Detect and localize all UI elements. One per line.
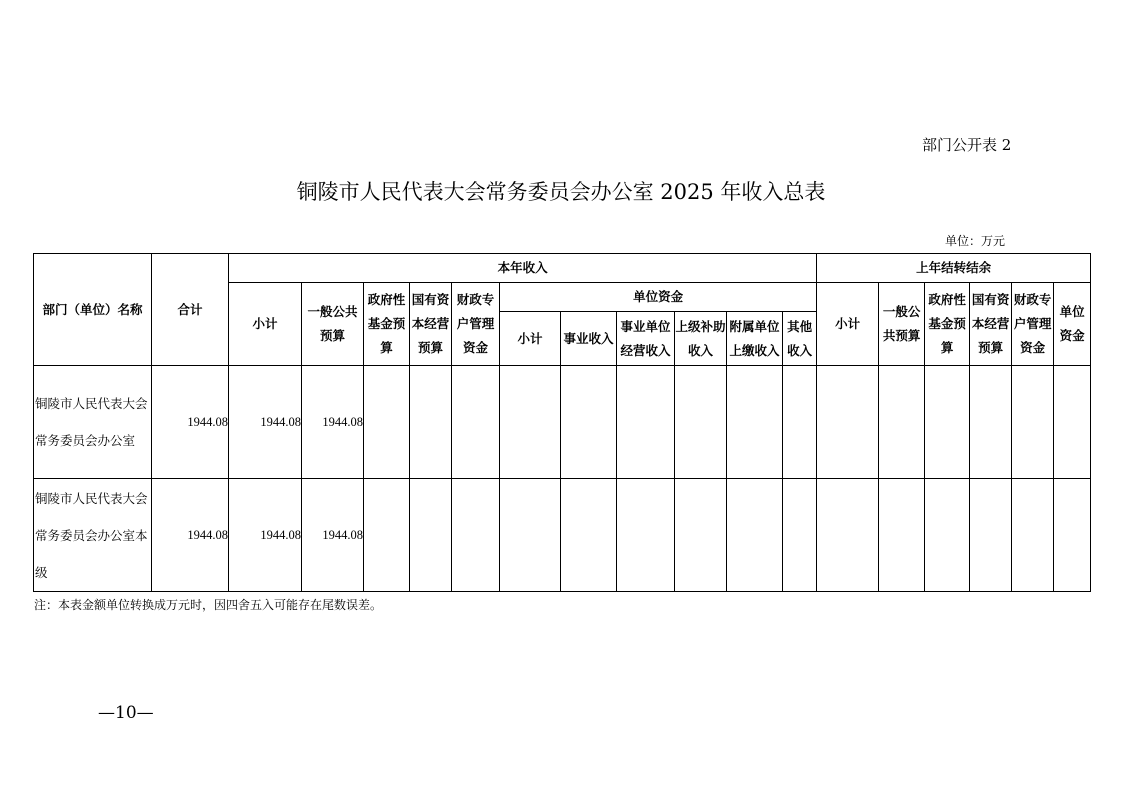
header-carryover: 上年结转结余 xyxy=(817,254,1091,283)
header-carry-fiscal-account: 财政专户管理资金 xyxy=(1012,283,1054,366)
header-current-year: 本年收入 xyxy=(229,254,817,283)
header-fiscal-account: 财政专户管理资金 xyxy=(452,283,500,366)
header-carry-gov-fund: 政府性基金预算 xyxy=(925,283,970,366)
row-dept-name: 铜陵市人民代表大会常务委员会办公室本级 xyxy=(34,479,152,592)
row-operating-income xyxy=(617,366,675,479)
header-subtotal: 小计 xyxy=(229,283,302,366)
table-code: 部门公开表 2 xyxy=(922,136,1012,154)
header-carry-state-capital: 国有资本经营预算 xyxy=(970,283,1012,366)
row-subsidy-income xyxy=(675,479,727,592)
table-row xyxy=(34,479,1091,592)
row-carry-state-capital xyxy=(970,366,1012,479)
row-total: 1944.08 xyxy=(152,366,229,479)
row-unit-subtotal xyxy=(500,366,561,479)
row-total: 1944.08 xyxy=(152,479,229,592)
row-state-capital xyxy=(410,366,452,479)
document-title: 铜陵市人民代表大会常务委员会办公室 2025 年收入总表 xyxy=(296,180,826,204)
header-general-budget: 一般公共预算 xyxy=(302,283,364,366)
row-affiliated-income xyxy=(727,479,783,592)
row-subtotal: 1944.08 xyxy=(229,479,302,592)
row-carry-state-capital xyxy=(970,479,1012,592)
row-affiliated-income xyxy=(727,366,783,479)
row-business-income xyxy=(561,366,617,479)
table-row xyxy=(34,366,1091,479)
income-summary-table xyxy=(33,253,1091,592)
header-carry-subtotal: 小计 xyxy=(817,283,879,366)
row-subtotal: 1944.08 xyxy=(229,366,302,479)
header-carry-unit-funds: 单位资金 xyxy=(1054,283,1091,366)
row-other-income xyxy=(783,479,817,592)
unit-label: 单位：万元 xyxy=(945,234,1006,248)
row-general-budget: 1944.08 xyxy=(302,479,364,592)
row-carry-unit-funds xyxy=(1054,479,1091,592)
row-carry-gov-fund xyxy=(925,479,970,592)
header-state-capital: 国有资本经营预算 xyxy=(410,283,452,366)
header-other-income: 其他收入 xyxy=(783,312,817,366)
row-other-income xyxy=(783,366,817,479)
header-total: 合计 xyxy=(152,254,229,366)
row-carry-gov-fund xyxy=(925,366,970,479)
row-carry-fiscal-account xyxy=(1012,366,1054,479)
header-affiliated-income: 附属单位上缴收入 xyxy=(727,312,783,366)
row-carry-fiscal-account xyxy=(1012,479,1054,592)
header-gov-fund: 政府性基金预算 xyxy=(364,283,410,366)
row-carry-subtotal xyxy=(817,479,879,592)
row-carry-general xyxy=(879,479,925,592)
header-unit-funds: 单位资金 xyxy=(500,283,817,312)
header-subsidy-income: 上级补助收入 xyxy=(675,312,727,366)
row-gov-fund xyxy=(364,479,410,592)
row-fiscal-account xyxy=(452,479,500,592)
row-carry-unit-funds xyxy=(1054,366,1091,479)
row-general-budget: 1944.08 xyxy=(302,366,364,479)
row-business-income xyxy=(561,479,617,592)
footnote: 注：本表金额单位转换成万元时，因四舍五入可能存在尾数误差。 xyxy=(34,598,383,612)
header-unit-subtotal: 小计 xyxy=(500,312,561,366)
header-business-income: 事业收入 xyxy=(561,312,617,366)
row-state-capital xyxy=(410,479,452,592)
row-unit-subtotal xyxy=(500,479,561,592)
row-subsidy-income xyxy=(675,366,727,479)
page-number: —10— xyxy=(98,703,154,723)
header-carry-general: 一般公共预算 xyxy=(879,283,925,366)
row-dept-name: 铜陵市人民代表大会常务委员会办公室 xyxy=(34,366,152,479)
row-carry-subtotal xyxy=(817,366,879,479)
row-operating-income xyxy=(617,479,675,592)
row-carry-general xyxy=(879,366,925,479)
row-gov-fund xyxy=(364,366,410,479)
row-fiscal-account xyxy=(452,366,500,479)
header-dept-name: 部门（单位）名称 xyxy=(34,254,152,366)
header-operating-income: 事业单位经营收入 xyxy=(617,312,675,366)
